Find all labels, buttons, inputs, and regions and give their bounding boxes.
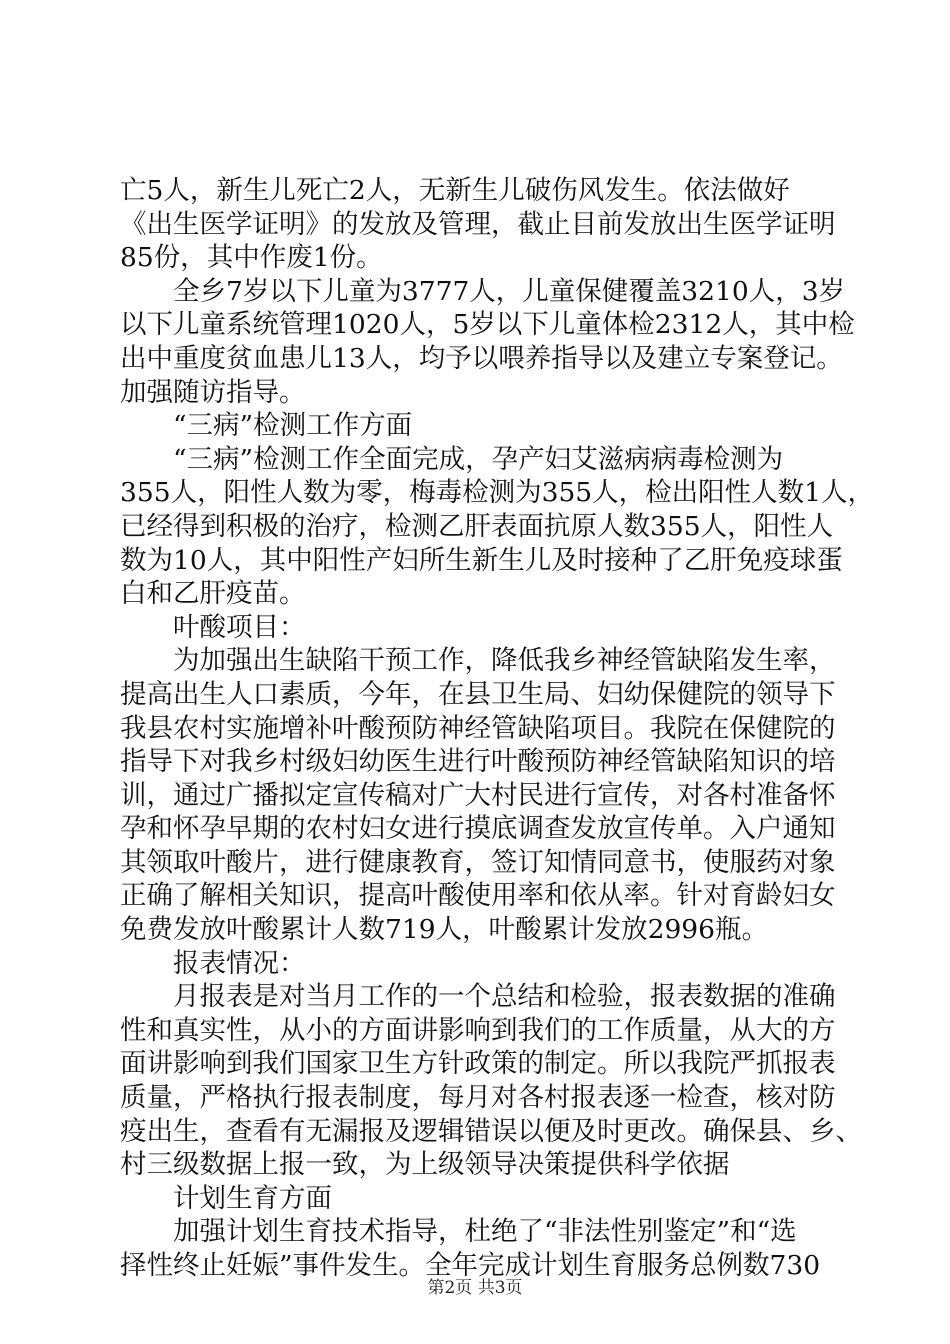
body-line: 《出生医学证明》的发放及管理，截止目前发放出生医学证明 [120, 208, 836, 240]
body-line: 85份，其中作废1份。 [120, 242, 383, 274]
body-line: 我县农村实施增补叶酸预防神经管缺陷项目。我院在保健院的 [120, 712, 836, 744]
body-line: “三病”检测工作全面完成，孕产妇艾滋病病毒检测为 [120, 443, 784, 475]
body-line: 择性终止妊娠”事件发生。全年完成计划生育服务总例数730 [120, 1250, 821, 1281]
body-line: 加强计划生育技术指导，杜绝了“非法性别鉴定”和“选 [120, 1216, 797, 1248]
body-line: 加强随访指导。 [120, 376, 306, 408]
body-line: 出中重度贫血患儿13人，均予以喂养指导以及建立专案登记。 [120, 342, 843, 374]
body-line: 为加强出生缺陷干预工作，降低我乡神经管缺陷发生率， [120, 645, 836, 677]
body-line: 以下儿童系统管理1020人，5岁以下儿童体检2312人，其中检 [120, 309, 855, 341]
body-line: 数为10人，其中阳性产妇所生新生儿及时接种了乙肝免疫球蛋 [120, 544, 843, 576]
body-line: 月报表是对当月工作的一个总结和检验，报表数据的准确 [120, 981, 836, 1013]
document-body [120, 174, 875, 1283]
body-line: 全乡7岁以下儿童为3777人，儿童保健覆盖3210人，3岁 [120, 275, 846, 307]
body-line: 其领取叶酸片，进行健康教育，签订知情同意书，使服药对象 [120, 846, 836, 878]
body-line: 报表情况： [120, 947, 306, 979]
body-line: 亡5人，新生儿死亡2人，无新生儿破伤风发生。依法做好 [120, 175, 790, 206]
body-line: 训，通过广播拟定宣传稿对广大村民进行宣传，对各村准备怀 [120, 779, 836, 811]
body-line: 已经得到积极的治疗，检测乙肝表面抗原人数355人，阳性人 [120, 510, 834, 542]
body-line: 计划生育方面 [120, 1182, 332, 1214]
body-line: 叶酸项目： [120, 611, 306, 643]
body-line: 白和乙肝疫苗。 [120, 578, 306, 610]
body-line: 疫出生，查看有无漏报及逻辑错误以便及时更改。确保县、乡、 [120, 1115, 862, 1147]
body-line: “三病”检测工作方面 [120, 410, 413, 442]
body-line: 指导下对我乡村级妇幼医生进行叶酸预防神经管缺陷知识的培 [120, 746, 836, 778]
body-line: 孕和怀孕早期的农村妇女进行摸底调查发放宣传单。入户通知 [120, 813, 836, 845]
body-line: 提高出生人口素质，今年，在县卫生局、妇幼保健院的领导下 [120, 678, 836, 710]
body-line: 面讲影响到我们国家卫生方针政策的制定。所以我院严抓报表 [120, 1048, 836, 1080]
body-line: 免费发放叶酸累计人数719人，叶酸累计发放2996瓶。 [120, 914, 769, 946]
body-line: 村三级数据上报一致，为上级领导决策提供科学依据 [120, 1149, 730, 1181]
body-line: 质量，严格执行报表制度，每月对各村报表逐一检查，核对防 [120, 1082, 836, 1114]
body-line: 355人，阳性人数为零，梅毒检测为355人，检出阳性人数1人， [120, 477, 875, 509]
body-line: 正确了解相关知识，提高叶酸使用率和依从率。针对育龄妇女 [120, 880, 836, 912]
body-line: 性和真实性，从小的方面讲影响到我们的工作质量，从大的方 [120, 1014, 836, 1046]
page-footer: 第2页 共3页 [427, 1278, 523, 1298]
